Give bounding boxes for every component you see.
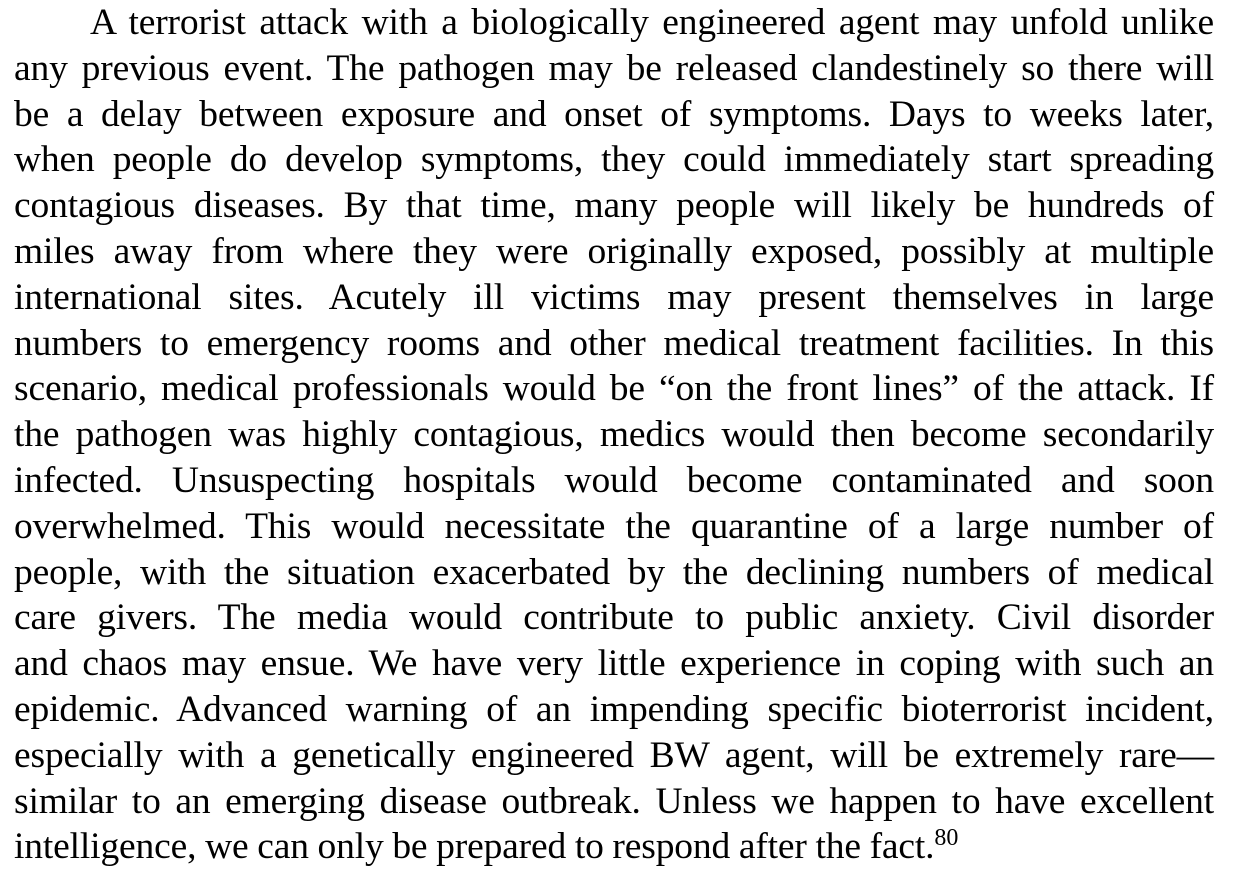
paragraph-line: people, with the situation exacerbated by the declining numbers of medical	[14, 551, 1214, 593]
paragraph-line: overwhelmed. This would necessitate the quarantine of a large number of	[14, 505, 1214, 547]
paragraph-line-text: intelligence, we can only be prepared to respond after the fact.	[14, 826, 935, 868]
paragraph-line: epidemic. Advanced warning of an impending specific bioterrorist incident,	[14, 688, 1214, 730]
paragraph-line: numbers to emergency rooms and other medical treatment facilities. In this	[14, 322, 1214, 364]
paragraph-line: infected. Unsuspecting hospitals would become contaminated and soon	[14, 459, 1214, 501]
paragraph-line: international sites. Acutely ill victims may present themselves in large	[14, 276, 1214, 318]
paragraph-line: especially with a genetically engineered BW agent, will be extremely rare—	[14, 734, 1214, 776]
paragraph-line: be a delay between exposure and onset of symptoms. Days to weeks later,	[14, 93, 1214, 135]
paragraph-line: and chaos may ensue. We have very little experience in coping with such an	[14, 643, 1214, 685]
paragraph-line: miles away from where they were originally exposed, possibly at multiple	[14, 230, 1214, 272]
paragraph-line: care givers. The media would contribute to public anxiety. Civil disorder	[14, 597, 1214, 639]
paragraph-line-last	[14, 824, 1214, 870]
paragraph-line: any previous event. The pathogen may be released clandestinely so there will	[14, 47, 1214, 89]
paragraph-line: when people do develop symptoms, they could immediately start spreading	[14, 139, 1214, 181]
document-page	[14, 0, 1214, 870]
footnote-reference: 80	[934, 825, 959, 852]
paragraph-line: the pathogen was highly contagious, medics would then become secondarily	[14, 414, 1214, 456]
body-paragraph	[14, 0, 1214, 870]
paragraph-line: similar to an emerging disease outbreak. Unless we happen to have excellent	[14, 780, 1214, 822]
paragraph-line: A terrorist attack with a biologically engineered agent may unfold unlike	[90, 2, 1214, 43]
paragraph-line: contagious diseases. By that time, many people will likely be hundreds of	[14, 185, 1214, 227]
paragraph-line: scenario, medical professionals would be “on the front lines” of the attack. If	[14, 368, 1214, 410]
